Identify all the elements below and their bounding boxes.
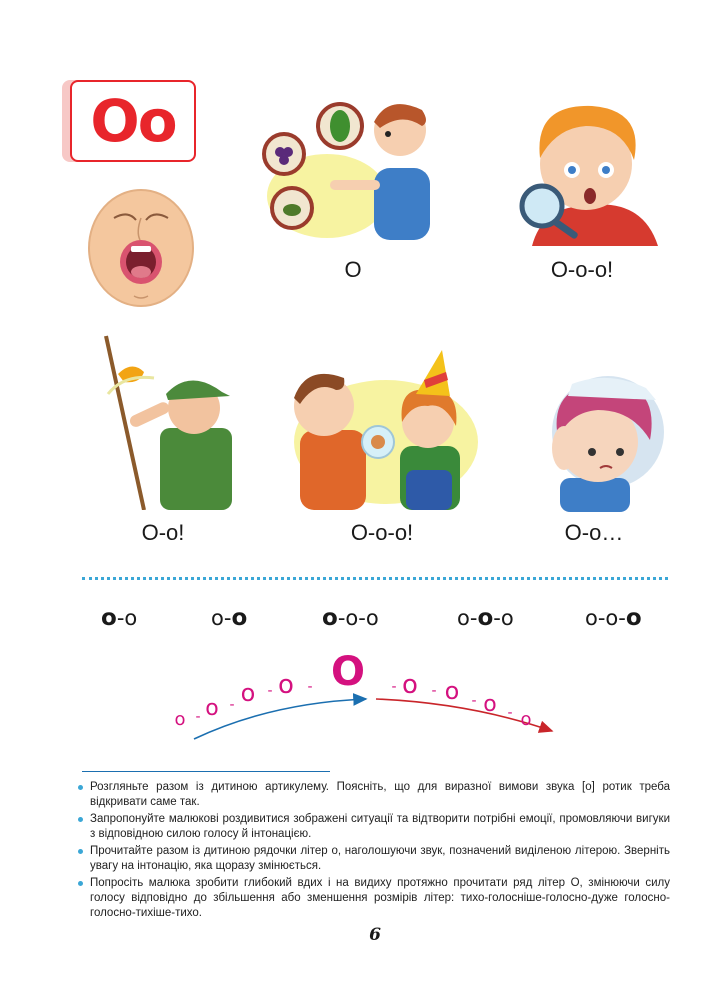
seq-part: о (322, 605, 338, 631)
sequence-2 (211, 605, 247, 631)
seq-part: о- (211, 606, 232, 630)
arc-dash: - (431, 683, 437, 699)
seq-part: о (625, 605, 642, 631)
arc-letter: о (278, 670, 294, 700)
seq-part: -о-о (337, 606, 379, 630)
seq-part: о- (457, 606, 478, 630)
arc-dash: - (471, 693, 477, 709)
seq-part: о (477, 605, 494, 631)
arc-letter: о (174, 709, 186, 730)
instruction-item: Запропонуйте малюкові роздивитися зображені ситуації та відтворити потрібні емоції, промовляючи вигуки з відповідною силою голосу й інтонацією. (90, 813, 670, 840)
arc-letter: о (240, 679, 256, 707)
dotted-divider (82, 577, 668, 580)
arc-letter: о (520, 709, 532, 730)
arc-dash: - (307, 679, 313, 695)
arc-letter: о (444, 677, 460, 705)
sequence-3 (322, 605, 379, 631)
instruction-item: Попросіть малюка зробити глибокий вдих і на видиху протяжно прочитати ряд літер О, змінюючи силу голосу відповідно до збільшення або зменшення розмірів літер: тихо-голосніше-голосно-дуже голосно-голосно-тихіше-тихо. (90, 877, 670, 919)
instruction-item: Прочитайте разом із дитиною рядочки літер о, наголошуючи звук, позначений виділеною літерою. Зверніть увагу на інтонацію, яка щоразу змінюється. (90, 845, 670, 872)
boy-with-magnifier-illustration (512, 96, 660, 248)
sequence-1 (101, 605, 137, 631)
arc-dash: - (391, 679, 397, 695)
page-number: 6 (369, 925, 381, 945)
picture-caption-5: О-о… (564, 520, 624, 545)
boy-with-fruits-illustration (262, 96, 440, 246)
seq-part: -о (116, 606, 138, 630)
seq-part: о (231, 605, 248, 631)
picture-caption-4: О-о-о! (350, 520, 414, 545)
arc-letter: о (483, 692, 497, 717)
letter-title: Оо (90, 87, 176, 155)
instructions-block (76, 780, 670, 923)
arc-letter: о (205, 696, 219, 721)
boy-with-fishing-rod-illustration (94, 334, 244, 510)
arc-letter: О (330, 649, 366, 695)
seq-part: о-о- (585, 606, 626, 630)
arc-dash: - (195, 709, 201, 725)
articuleme-face-illustration (86, 188, 196, 308)
arc-dash: - (267, 683, 273, 699)
arc-dash: - (229, 697, 235, 713)
seq-part: о (101, 605, 117, 631)
voice-strength-arc (170, 645, 580, 755)
letter-box (70, 80, 196, 162)
arc-letter: о (402, 670, 418, 700)
instruction-item: Розгляньте разом із дитиною артикулему. Поясніть, що для виразної вимови звука [о] ротик треба відкривати саме так. (90, 781, 670, 808)
seq-part: -о (493, 606, 514, 630)
boy-and-girl-with-globe-illustration (266, 350, 480, 510)
sequence-4 (457, 605, 514, 631)
girl-with-toothache-illustration (528, 370, 668, 512)
picture-caption-2: О-о-о! (550, 257, 614, 282)
picture-caption-3: О-о! (141, 520, 185, 545)
picture-caption-1: О (344, 257, 362, 282)
arc-dash: - (507, 705, 513, 721)
instructions-rule (82, 771, 330, 772)
sequence-5 (585, 605, 642, 631)
